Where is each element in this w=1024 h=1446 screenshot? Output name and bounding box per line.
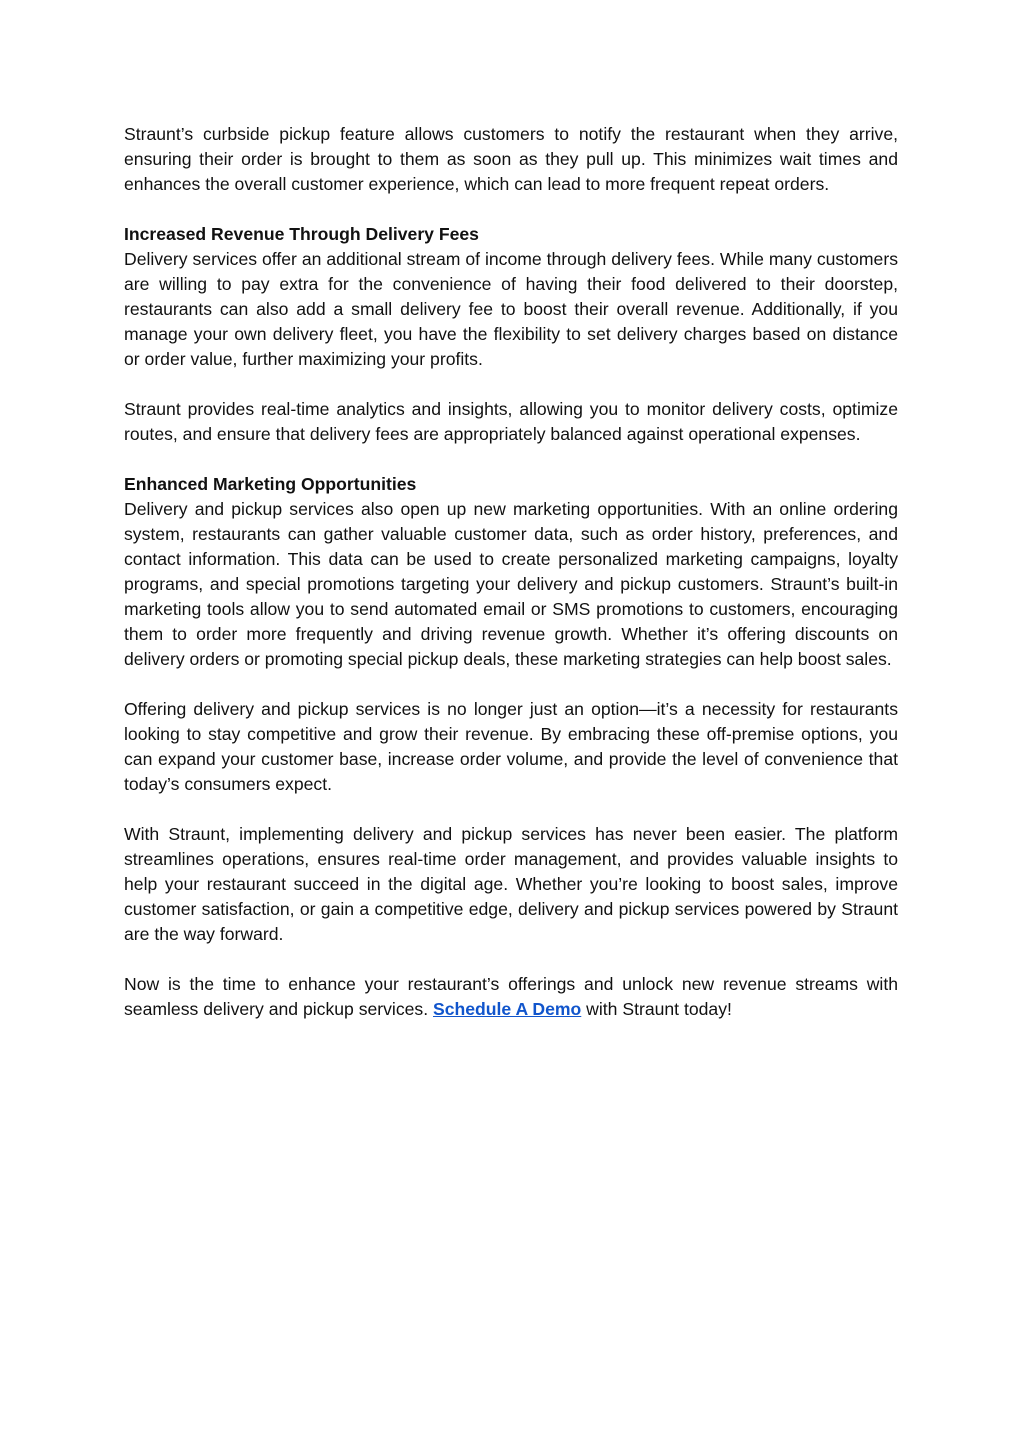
paragraph-text: Straunt’s curbside pickup feature allows customers to notify the restaurant when they arrive, ensuring their order is brought to them as soon as they pull up. This minimizes wait times and enhances the overall customer experience, which can lead to more frequent repeat orders. xyxy=(124,124,898,194)
paragraph-text: Delivery services offer an additional stream of income through delivery fees. While many customers are willing to pay extra for the convenience of having their food delivered to their doorstep, restaurants can also add a small delivery fee to boost their overall revenue. Additionally, if you manage your own delivery fleet, you have the flexibility to set delivery charges based on distance or order value, further maximizing your profits. xyxy=(124,249,898,369)
document-page xyxy=(124,122,898,1022)
closing-text-before: Now is the time to enhance your restaurant’s offerings and unlock new revenue streams with seamless delivery and pickup services. xyxy=(124,974,898,1019)
paragraph-text: With Straunt, implementing delivery and pickup services has never been easier. The platform streamlines operations, ensures real-time order management, and provides valuable insights to help your restaurant succeed in the digital age. Whether you’re looking to boost sales, improve customer satisfaction, or gain a competitive edge, delivery and pickup services powered by Straunt are the way forward. xyxy=(124,824,898,944)
closing-text-after: with Straunt today! xyxy=(581,999,732,1019)
section-delivery-fees xyxy=(124,222,898,372)
section-heading: Increased Revenue Through Delivery Fees xyxy=(124,224,479,244)
paragraph-curbside-pickup xyxy=(124,122,898,197)
section-marketing xyxy=(124,472,898,672)
paragraph-text: Straunt provides real-time analytics and insights, allowing you to monitor delivery costs, optimize routes, and ensure that delivery fees are appropriately balanced against operational expenses. xyxy=(124,399,898,444)
paragraph-necessity xyxy=(124,697,898,797)
schedule-demo-link[interactable]: Schedule A Demo xyxy=(433,999,582,1019)
paragraph-closing xyxy=(124,972,898,1022)
paragraph-with-straunt xyxy=(124,822,898,947)
paragraph-text: Delivery and pickup services also open up new marketing opportunities. With an online ordering system, restaurants can gather valuable customer data, such as order history, preferences, and contact information. This data can be used to create personalized marketing campaigns, loyalty programs, and special promotions targeting your delivery and pickup customers. Straunt’s built-in marketing tools allow you to send automated email or SMS promotions to customers, encouraging them to order more frequently and driving revenue growth. Whether it’s offering discounts on delivery orders or promoting special pickup deals, these marketing strategies can help boost sales. xyxy=(124,499,898,669)
paragraph-text: Offering delivery and pickup services is no longer just an option—it’s a necessity for restaurants looking to stay competitive and grow their revenue. By embracing these off-premise options, you can expand your customer base, increase order volume, and provide the level of convenience that today’s consumers expect. xyxy=(124,699,898,794)
section-heading: Enhanced Marketing Opportunities xyxy=(124,474,417,494)
paragraph-analytics xyxy=(124,397,898,447)
